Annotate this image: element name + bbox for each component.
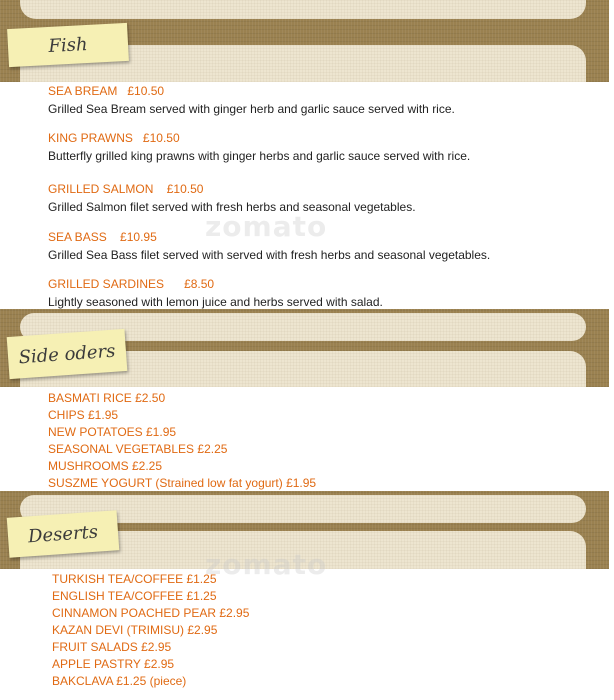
sides-title: Side oders (17, 340, 117, 368)
menu-item (48, 84, 455, 116)
list-item: BAKCLAVA £1.25 (piece) (52, 674, 187, 688)
item-description: Lightly seasoned with lemon juice and herbs served with salad. (48, 295, 383, 309)
list-item: MUSHROOMS £2.25 (48, 459, 163, 473)
list-item: BASMATI RICE £2.50 (48, 391, 166, 405)
watermark: zomato (205, 548, 328, 581)
item-price: £10.50 (127, 84, 165, 98)
item-description: Grilled Sea Bass filet served with served with fresh herbs and seasonal vegetables. (48, 248, 491, 262)
item-price: £10.50 (142, 131, 180, 145)
sides-list (48, 390, 316, 492)
list-item: SEASONAL VEGETABLES £2.25 (48, 442, 228, 456)
menu-item (48, 277, 383, 309)
list-item: APPLE PASTRY £2.95 (52, 657, 175, 671)
item-name: GRILLED SARDINES (48, 277, 165, 291)
item-description: Grilled Salmon filet served with fresh herbs and seasonal vegetables. (48, 200, 416, 214)
deserts-section-label (7, 510, 120, 558)
list-item: NEW POTATOES £1.95 (48, 425, 177, 439)
item-price: £8.50 (184, 277, 215, 291)
item-name: GRILLED SALMON (48, 182, 154, 196)
watermark: zomato (205, 210, 328, 243)
deserts-title: Deserts (27, 521, 99, 547)
item-description: Grilled Sea Bream served with ginger herb and garlic sauce served with rice. (48, 102, 455, 116)
list-item: TURKISH TEA/COFFEE £1.25 (52, 572, 217, 586)
list-item: ENGLISH TEA/COFFEE £1.25 (52, 589, 217, 603)
list-item: CINNAMON POACHED PEAR £2.95 (52, 606, 250, 620)
item-name: SEA BREAM (48, 84, 118, 98)
deserts-list (52, 571, 249, 690)
fish-title: Fish (47, 33, 89, 57)
sides-section-label (7, 329, 128, 379)
item-price: £10.95 (120, 230, 157, 244)
item-name: SEA BASS (48, 230, 107, 244)
list-item: CHIPS £1.95 (48, 408, 119, 422)
list-item: FRUIT SALADS £2.95 (52, 640, 172, 654)
banner-panel (20, 0, 586, 19)
fish-section-label (7, 23, 129, 67)
list-item: KAZAN DEVI (TRIMISU) £2.95 (52, 623, 218, 637)
item-name: KING PRAWNS (48, 131, 133, 145)
list-item: SUSZME YOGURT (Strained low fat yogurt) £1.95 (48, 476, 317, 490)
item-description: Butterfly grilled king prawns with ginger herbs and garlic sauce served with rice. (48, 149, 471, 163)
item-price: £10.50 (166, 182, 204, 196)
menu-item (48, 131, 470, 163)
